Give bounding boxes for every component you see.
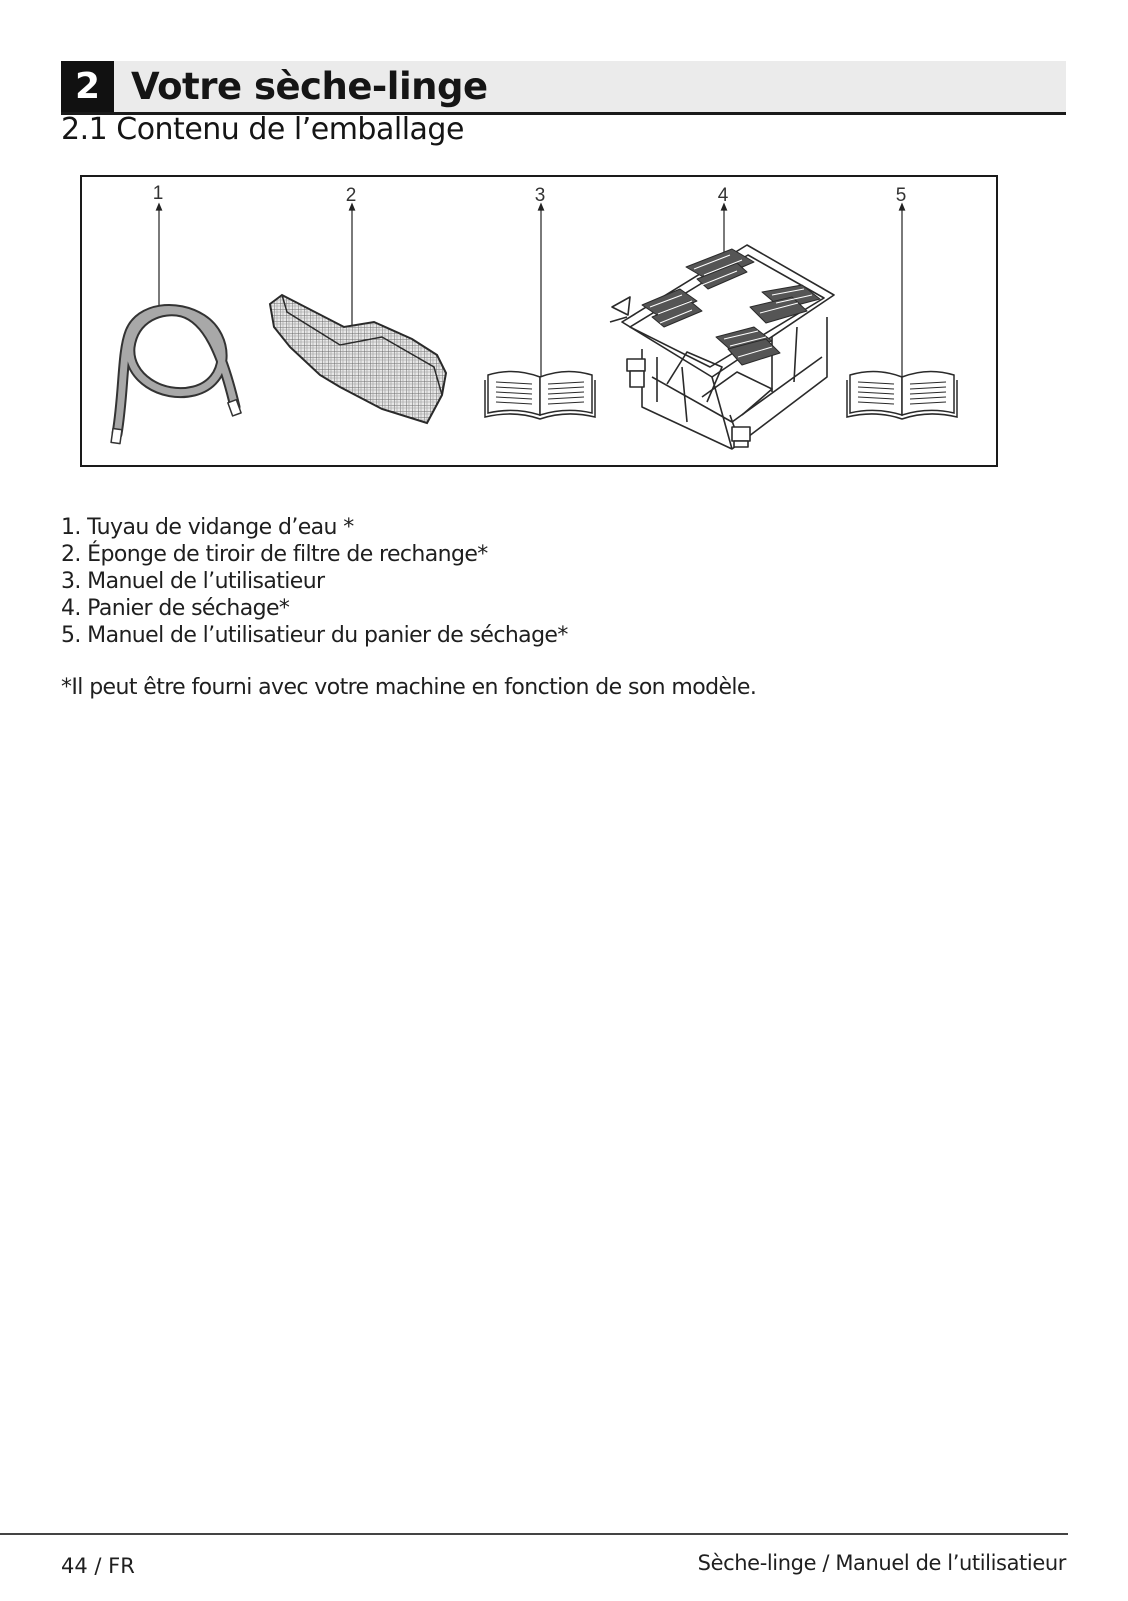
drain-hose-icon: [111, 309, 241, 443]
user-manual-icon: [485, 371, 595, 419]
callout-label-4: 4: [717, 185, 729, 206]
basket-manual-icon: [847, 371, 957, 419]
footnote: *Il peut être fourni avec votre machine en fonction de son modèle.: [61, 675, 757, 700]
chapter-title: Votre sèche-linge: [131, 65, 488, 108]
callout-label-3: 3: [534, 185, 546, 206]
page-number: 44 / FR: [61, 1554, 135, 1578]
callout-label-5: 5: [895, 185, 907, 206]
list-item: 5. Manuel de l’utilisatieur du panier de séchage*: [61, 623, 568, 648]
list-item: 2. Éponge de tiroir de filtre de rechange*: [61, 542, 488, 567]
filter-sponge-icon: [270, 295, 446, 423]
list-item: 1. Tuyau de vidange d’eau *: [61, 515, 354, 540]
chapter-header: [61, 61, 1066, 115]
drying-basket-icon: [610, 245, 834, 449]
footer-divider: [0, 1533, 1068, 1535]
list-item: 3. Manuel de l’utilisatieur: [61, 569, 325, 594]
chapter-number: 2: [61, 61, 114, 112]
section-title: 2.1 Contenu de l’emballage: [61, 112, 464, 147]
callout-label-2: 2: [345, 185, 357, 206]
package-contents-list: [61, 514, 568, 649]
list-item: 4. Panier de séchage*: [61, 596, 290, 621]
callout-label-1: 1: [152, 183, 164, 204]
package-contents-figure: [80, 175, 998, 467]
footer-title: Sèche-linge / Manuel de l’utilisatieur: [697, 1551, 1066, 1575]
package-contents-illustration: [82, 177, 996, 465]
